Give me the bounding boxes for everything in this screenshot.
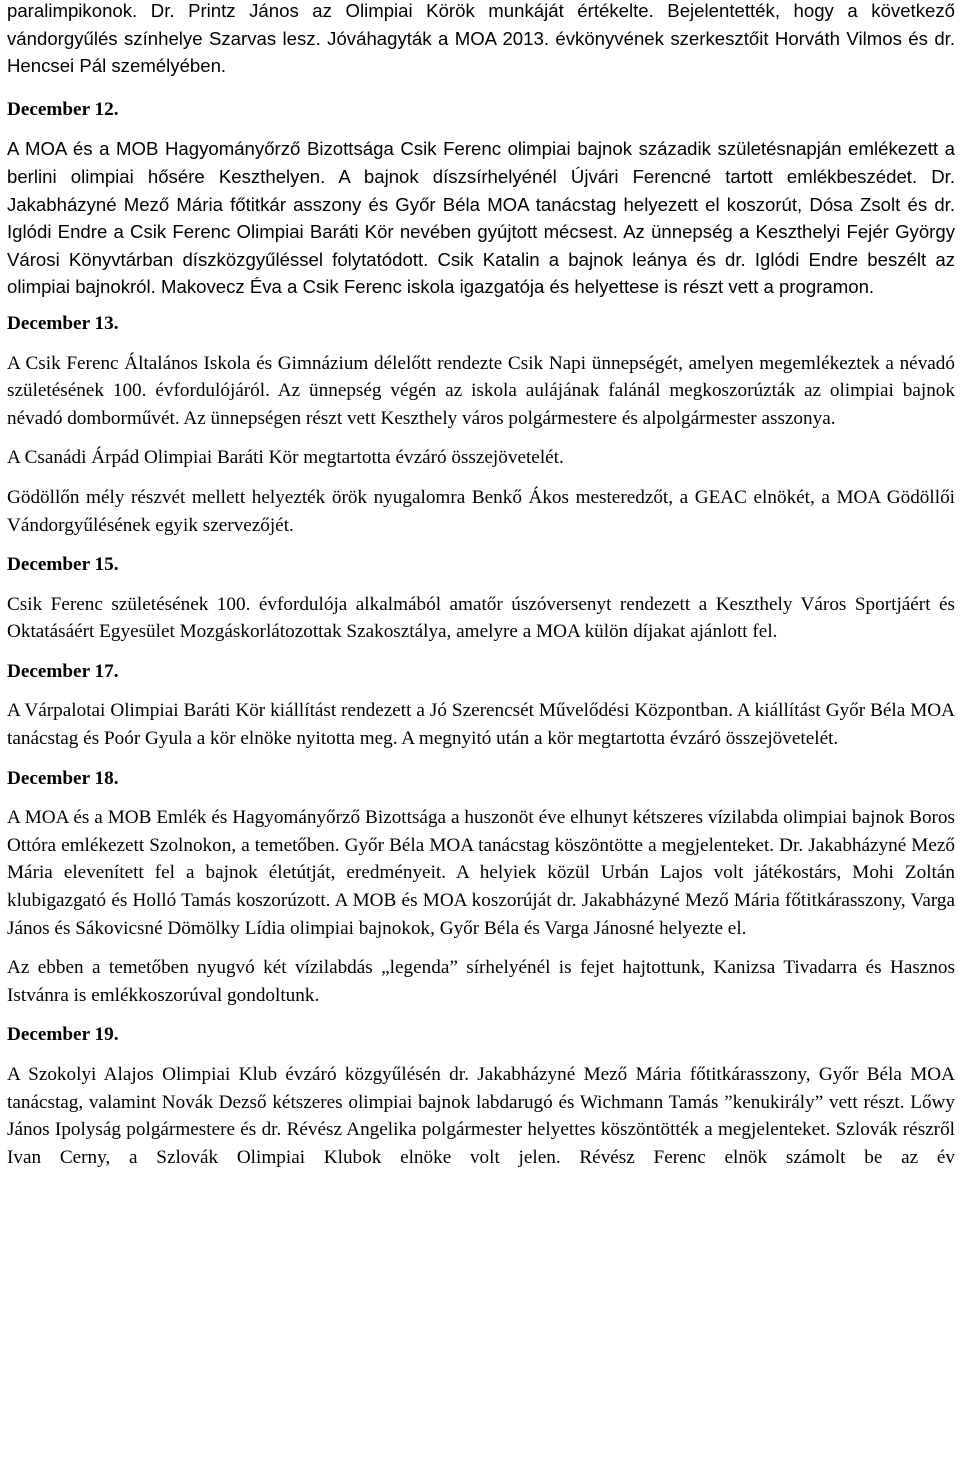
date-heading-dec-15: December 15. <box>7 554 119 576</box>
date-heading-dec-18: December 18. <box>7 767 119 789</box>
paragraph-dec-17: A Várpalotai Olimpiai Baráti Kör kiállítást rendezett a Jó Szerencsét Művelődési Központban. A kiállítást Győr Béla MOA tanácstag és Poór Gyula a kör elnöke nyitotta meg. A megnyitó után a kör megtartotta évzáró összejövetelét. <box>7 700 955 750</box>
document-page <box>7 0 955 1171</box>
paragraph-dec-13-csanadi: A Csanádi Árpád Olimpiai Baráti Kör megtartotta évzáró összejövetelét. <box>7 447 564 469</box>
paragraph-dec-12: A MOA és a MOB Hagyományőrző Bizottsága Csik Ferenc olimpiai bajnok századik születésnapján emlékezett a berlini olimpiai hősére Keszthelyen. A bajnok díszsírhelyénél Újvári Ferencné tartott emlékbeszédet. Dr. Jakabházyné Mező Mária főtitkár asszony és Győr Béla MOA tanácstag helyezett el koszorút, Dósa Zsolt és dr. Iglódi Endre a Csik Ferenc Olimpiai Baráti Kör nevében gyújtott mécsest. Az ünnepség a Keszthelyi Fejér György Városi Könyvtárban díszközgyűléssel folytatódott. Csik Katalin a bajnok leánya és dr. Iglódi Endre beszélt az olimpiai bajnokról. Makovecz Éva a Csik Ferenc iskola igazgatója és helyettese is részt vett a programon. <box>7 138 955 298</box>
date-heading-dec-12: December 12. <box>7 98 119 120</box>
date-heading-dec-17: December 17. <box>7 660 119 682</box>
paragraph-dec-18-boros: A MOA és a MOB Emlék és Hagyományőrző Bizottsága a huszonöt éve elhunyt kétszeres vízilabda olimpiai bajnok Boros Ottóra emlékezett Szolnokon, a temetőben. Győr Béla MOA tanácstag köszöntötte a megjelenteket. Dr. Jakabházyné Mező Mária elevenített fel a bajnok életútját, eredményeit. A helyiek közül Urbán Lajos volt játékostárs, Mohi Zoltán klubigazgató és Holló Tamás koszorúzott. A MOB és MOA koszorúját dr. Jakabházyné Mező Mária főtitkárasszony, Varga János és Sákovicsné Dömölky Lídia olimpiai bajnokok, Győr Béla és Varga Jánosné helyezte el. <box>7 807 955 939</box>
paragraph-dec-19: A Szokolyi Alajos Olimpiai Klub évzáró közgyűlésén dr. Jakabházyné Mező Mária főtitkárasszony, Győr Béla MOA tanácstag, valamint Novák Dezső kétszeres olimpiai bajnok labdarugó és Wichmann Tamás ”kenukirály” vett részt. Lőwy János Ipolyság polgármestere és dr. Révész Angelika polgármester helyettes köszöntötték a megjelenteket. Szlovák részről Ivan Cerny, a Szlovák Olimpiai Klubok elnöke volt jelen. Révész Ferenc elnök számolt be az év <box>7 1064 955 1168</box>
intro-paragraph: paralimpikonok. Dr. Printz János az Olimpiai Körök munkáját értékelte. Bejelentették, hogy a következő vándorgyűlés színhelye Szarvas lesz. Jóváhagyták a MOA 2013. évkönyvének szerkesztőit Horváth Vilmos és dr. Hencsei Pál személyében. <box>7 0 955 77</box>
date-heading-dec-13: December 13. <box>7 312 119 334</box>
date-heading-dec-19: December 19. <box>7 1024 119 1046</box>
paragraph-dec-13-godollo: Gödöllőn mély részvét mellett helyezték örök nyugalomra Benkő Ákos mesteredzőt, a GEAC elnökét, a MOA Gödöllői Vándorgyűlésének egyik szervezőjét. <box>7 486 955 536</box>
paragraph-dec-13-ceremony: A Csik Ferenc Általános Iskola és Gimnázium délelőtt rendezte Csik Napi ünnepségét, amelyen megemlékeztek a névadó születésének 100. évfordulójáról. Az ünnepség végén az iskola aulájának falánál megkoszorúzták az olimpiai bajnok névadó domborművét. Az ünnepségen részt vett Keszthely város polgármestere és alpolgármester asszonya. <box>7 352 955 429</box>
paragraph-dec-15: Csik Ferenc születésének 100. évfordulója alkalmából amatőr úszóversenyt rendezett a Keszthely Város Sportjáért és Oktatásáért Egyesület Mozgáskorlátozottak Szakosztálya, amelyre a MOA külön díjakat ajánlott fel. <box>7 593 955 643</box>
paragraph-dec-18-legends: Az ebben a temetőben nyugvó két vízilabdás „legenda” sírhelyénél is fejet hajtottunk, Kanizsa Tivadarra és Hasznos Istvánra is emlékkoszorúval gondoltunk. <box>7 957 955 1006</box>
